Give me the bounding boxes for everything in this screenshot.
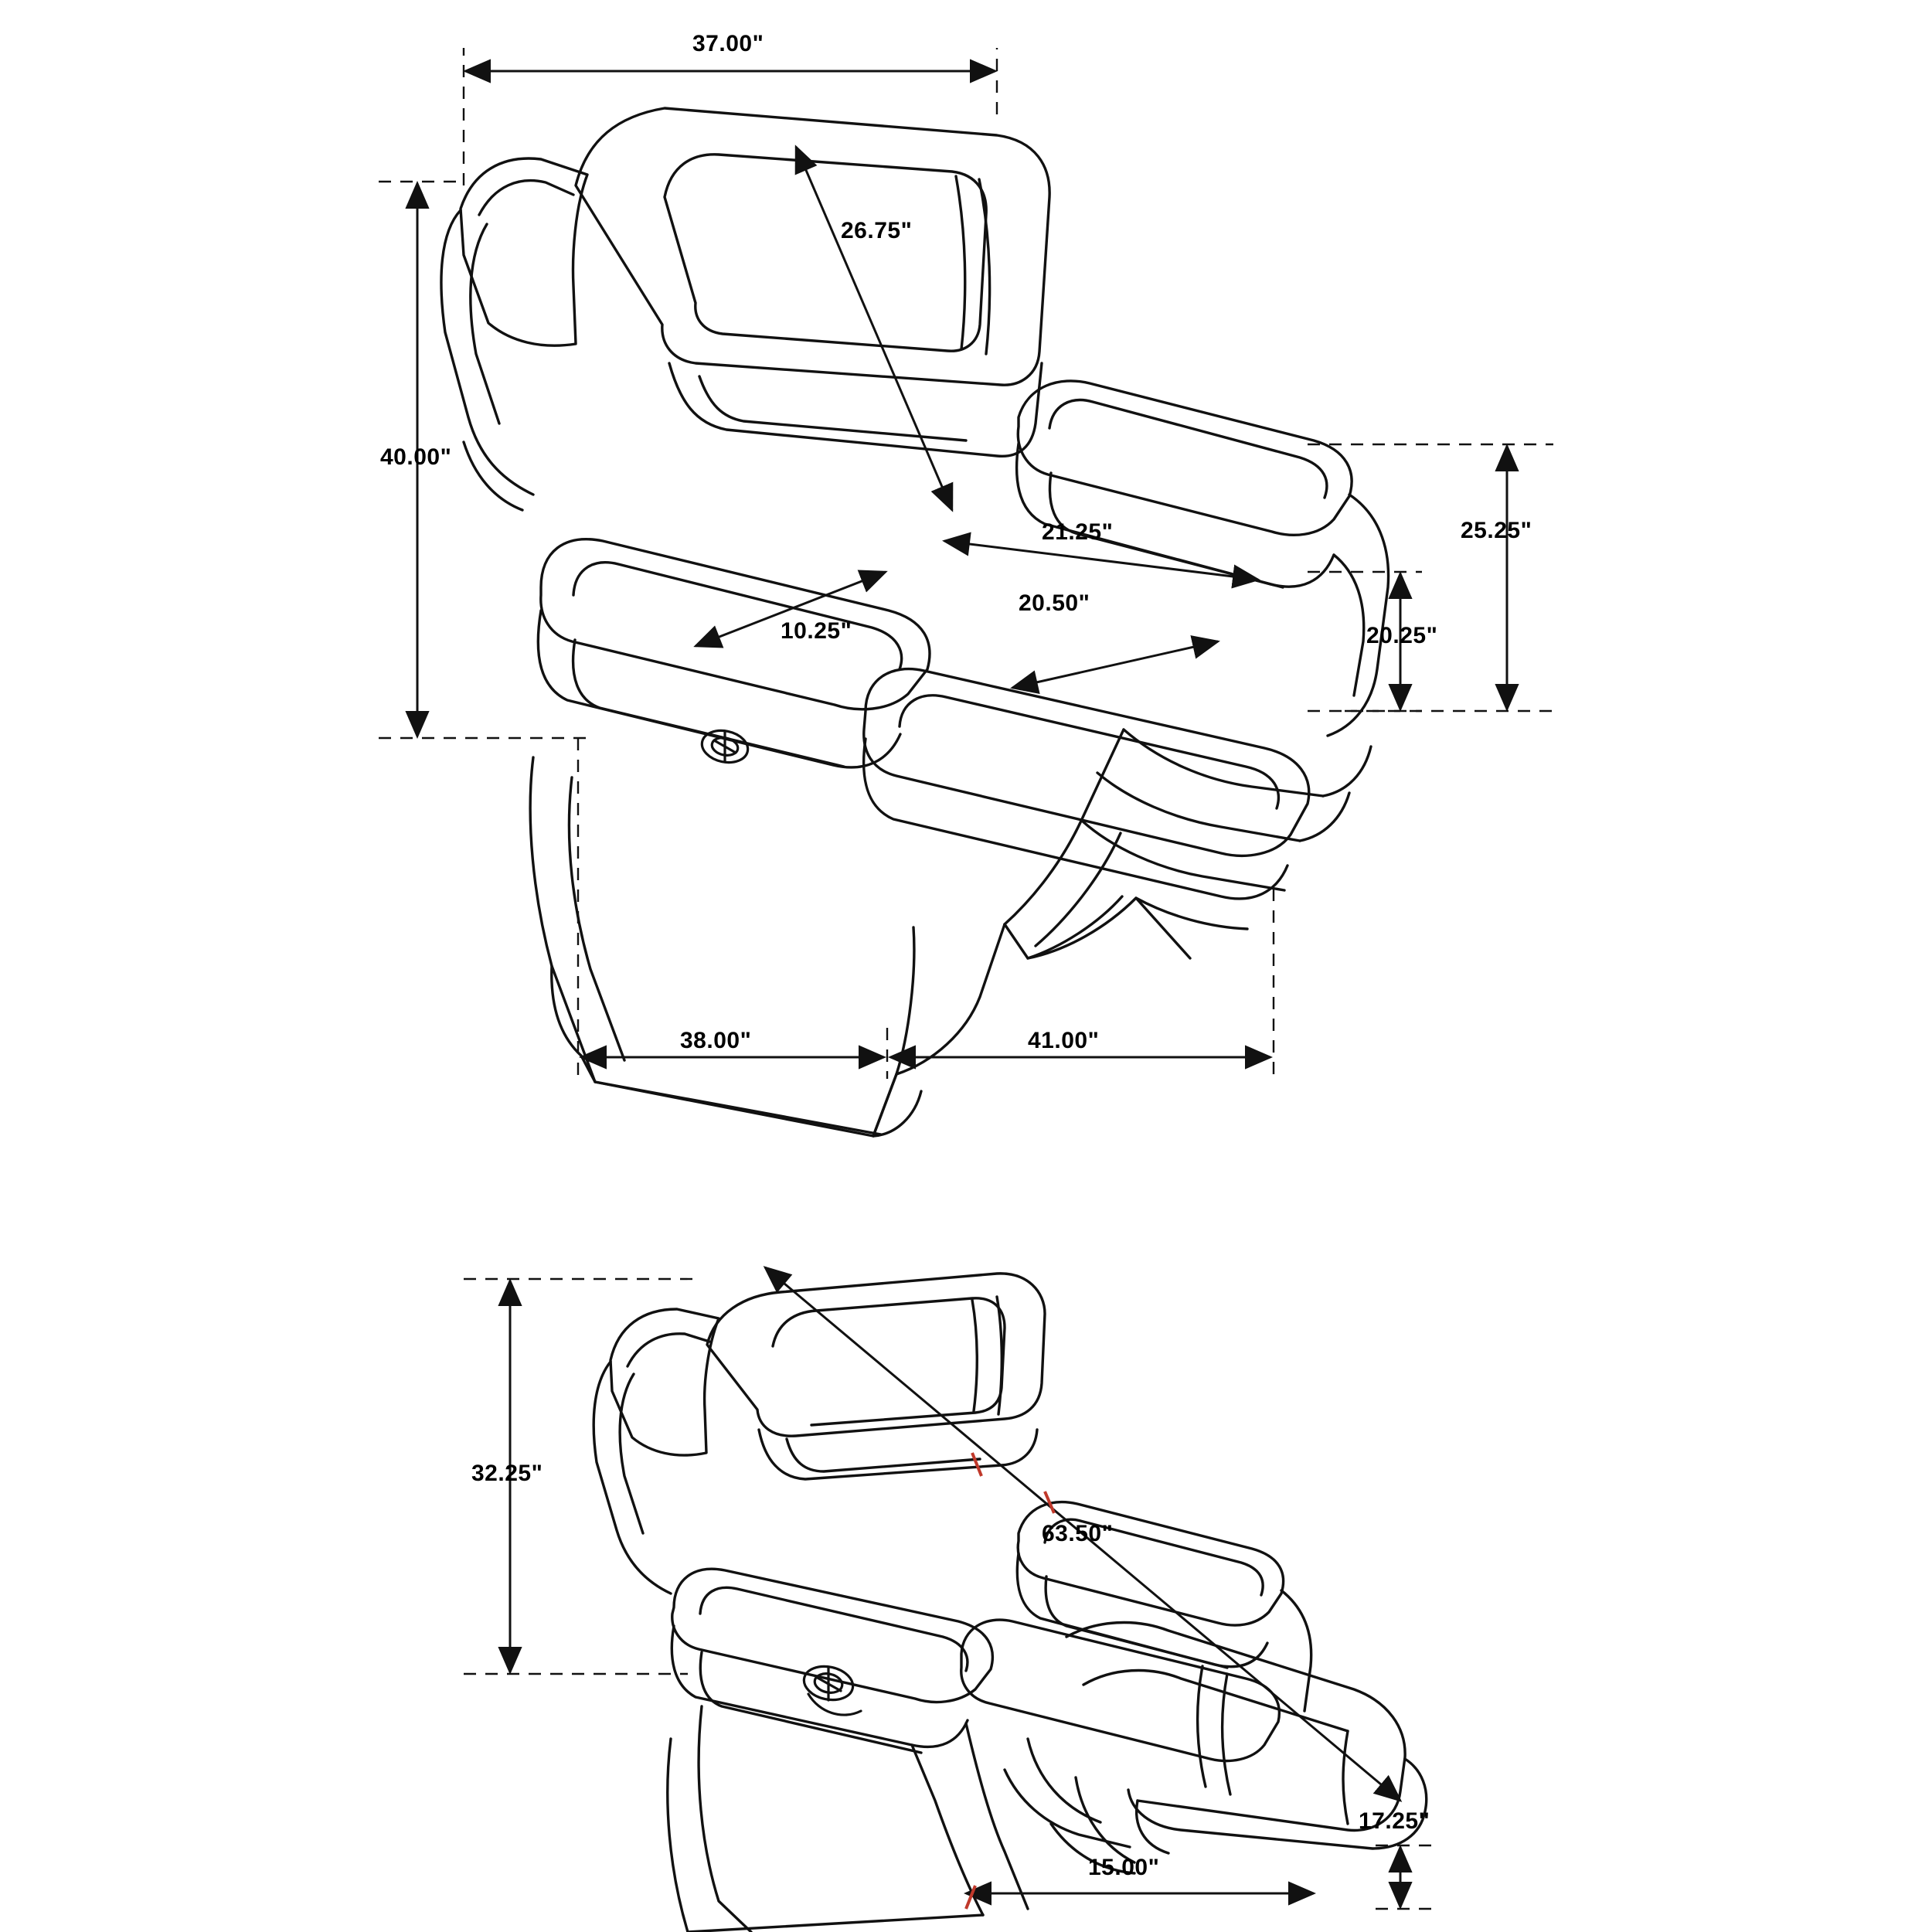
dim-label-reclined-length: 63.50" [1042, 1521, 1114, 1546]
dim-label-arm-height: 25.25" [1461, 518, 1532, 543]
dim-label-seat-width: 21.25" [1042, 519, 1114, 545]
dim-seat-width-arrow [944, 541, 1258, 580]
upright-chair-illustration [441, 108, 1389, 1136]
dim-back-height-arrow [796, 147, 952, 510]
dim-label-overall-width: 37.00" [692, 31, 764, 56]
extension-lines-reclined [464, 1279, 1437, 1909]
dim-label-overall-height: 40.00" [380, 444, 452, 470]
dim-label-back-height: 26.75" [841, 218, 913, 243]
extension-lines-upright [379, 48, 1553, 1079]
dim-label-depth-rear: 41.00" [1028, 1028, 1100, 1053]
dim-label-seat-depth: 20.50" [1019, 590, 1090, 616]
dim-label-arm-width: 10.25" [781, 618, 852, 644]
dim-label-footrest-height: 17.25" [1359, 1808, 1430, 1834]
dim-label-reclined-height: 32.25" [471, 1461, 543, 1486]
dim-label-depth-front: 38.00" [680, 1028, 752, 1053]
reclined-chair-illustration [594, 1274, 1427, 1932]
dim-label-seat-height: 20.25" [1366, 623, 1438, 648]
dim-label-wall-clearance: 15.00" [1088, 1855, 1160, 1880]
dim-seat-depth-arrow [1012, 641, 1218, 688]
dimension-arrows-reclined [510, 1267, 1400, 1909]
